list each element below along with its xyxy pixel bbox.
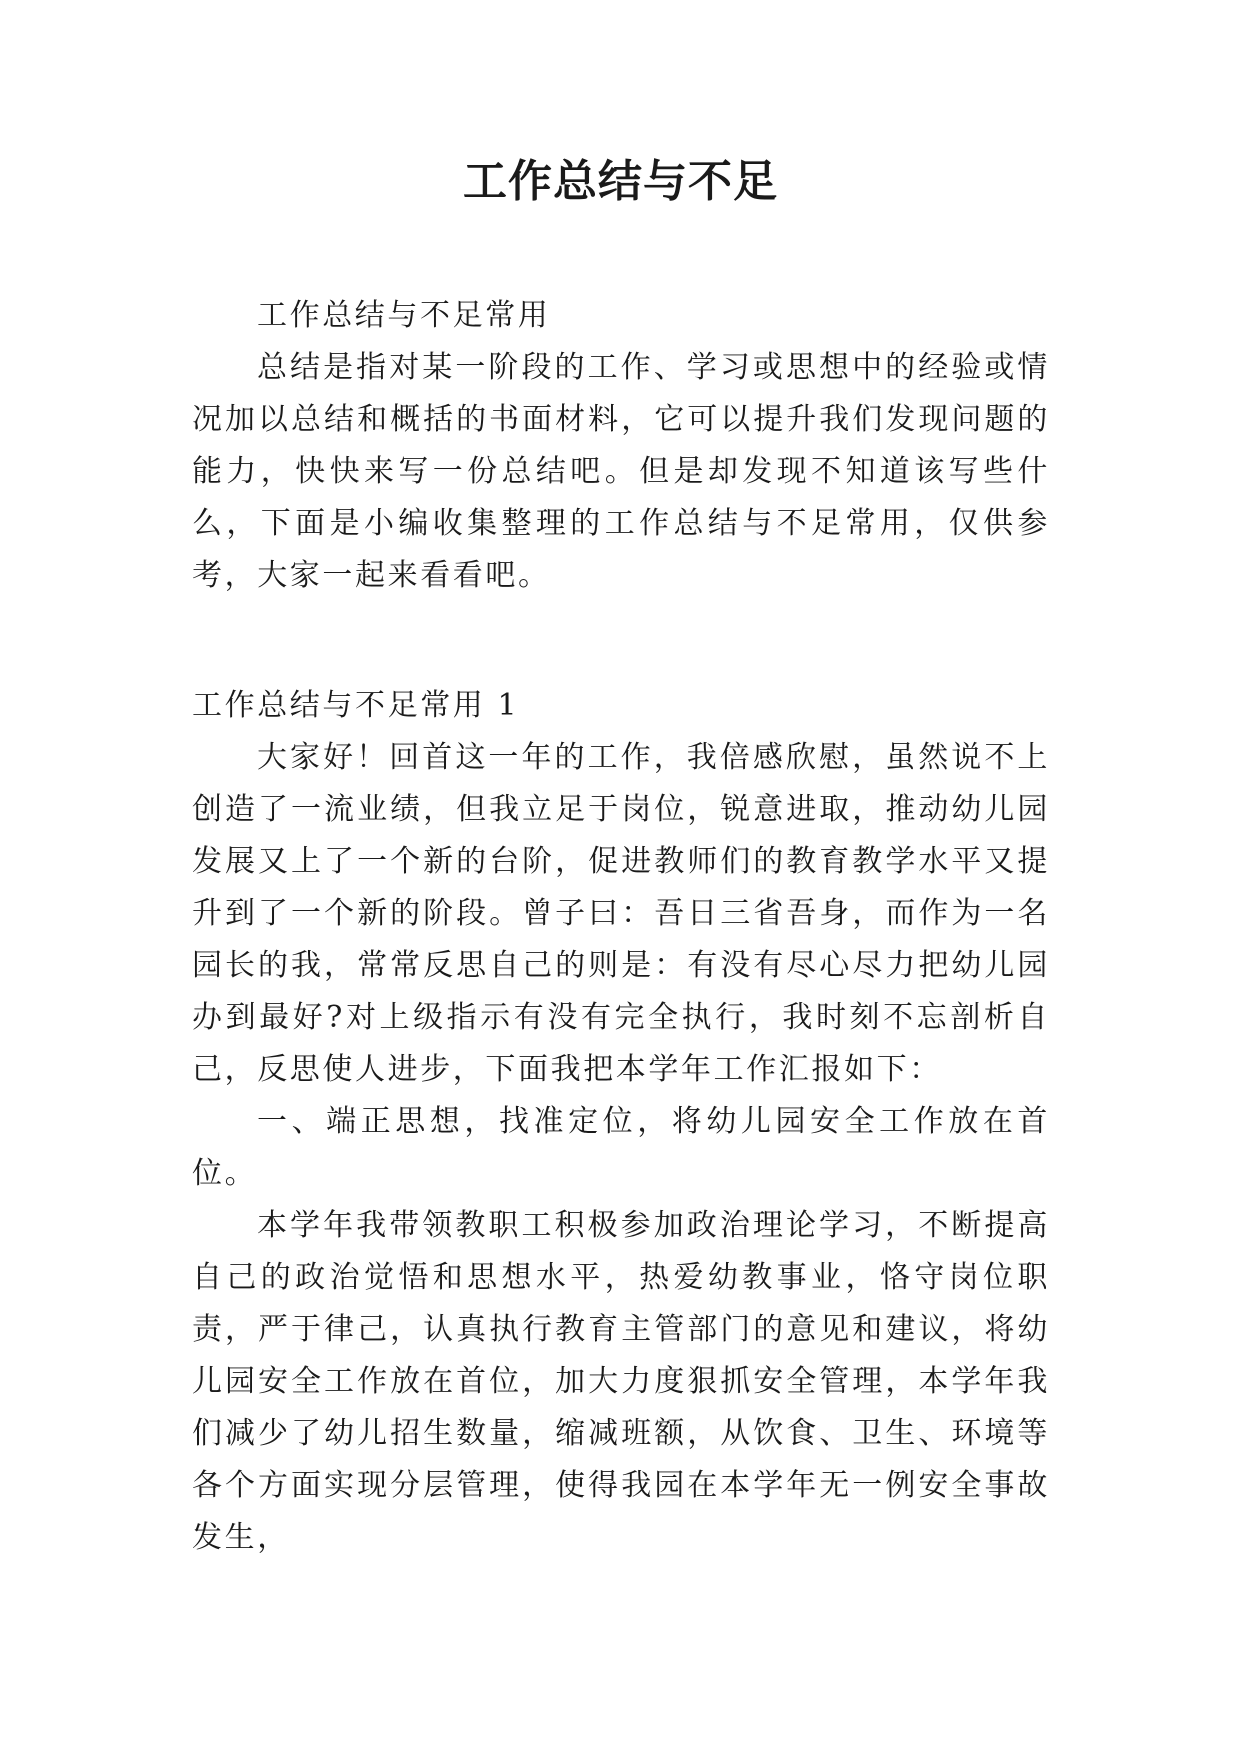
intro-paragraph: 总结是指对某一阶段的工作、学习或思想中的经验或情况加以总结和概括的书面材料，它可以提升我们发现问题的能力，快快来写一份总结吧。但是却发现不知道该写些什么，下面是小编收集整理的工作总结与不足常用，仅供参考，大家一起来看看吧。 — [192, 350, 1050, 593]
body-paragraph: 本学年我带领教职工积极参加政治理论学习，不断提高自己的政治觉悟和思想水平，热爱幼教事业，恪守岗位职责，严于律己，认真执行教育主管部门的意见和建议，将幼儿园安全工作放在首位，加大力度狠抓安全管理，本学年我们减少了幼儿招生数量，缩减班额，从饮食、卫生、环境等各个方面实现分层管理，使得我园在本学年无一例安全事故发生， — [192, 1208, 1050, 1555]
body-paragraph: 大家好！回首这一年的工作，我倍感欣慰，虽然说不上创造了一流业绩，但我立足于岗位，锐意进取，推动幼儿园发展又上了一个新的台阶，促进教师们的教育教学水平又提升到了一个新的阶段。曾子曰：吾日三省吾身，而作为一名园长的我，常常反思自己的则是：有没有尽心尽力把幼儿园办到最好?对上级指示有没有完全执行，我时刻不忘剖析自己，反思使人进步，下面我把本学年工作汇报如下： — [192, 740, 1050, 1087]
section-heading: 工作总结与不足常用 1 — [192, 688, 520, 723]
point-heading: 一、端正思想，找准定位，将幼儿园安全工作放在首位。 — [192, 1104, 1050, 1191]
subtitle-paragraph: 工作总结与不足常用 — [257, 298, 551, 333]
document-title: 工作总结与不足 — [463, 156, 778, 207]
section-gap — [192, 602, 1050, 680]
document-body — [192, 290, 1050, 1564]
